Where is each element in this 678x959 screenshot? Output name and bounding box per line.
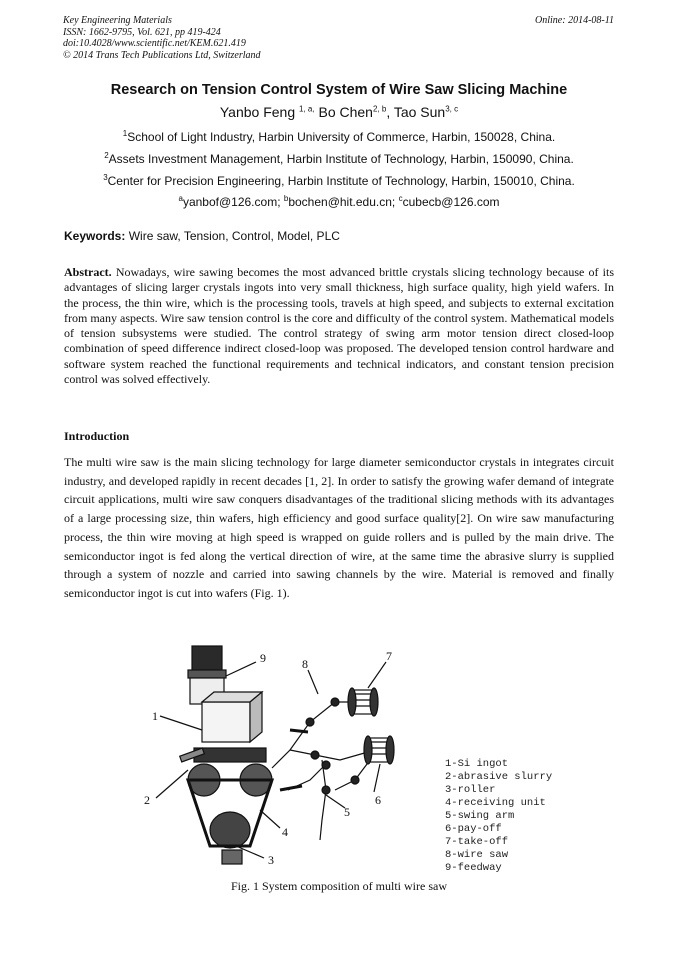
- diagram-number: 1: [152, 709, 158, 723]
- author-sup: 3, c: [445, 104, 459, 114]
- take-off-spool: [348, 688, 378, 716]
- legend-item: 9-feedway: [445, 862, 502, 874]
- legend-item: 6-pay-off: [445, 823, 502, 835]
- spool-flange: [370, 688, 378, 716]
- legend-item: 5-swing arm: [445, 810, 515, 822]
- email-sup: a: [178, 194, 183, 203]
- swing-arm-shape: [280, 786, 302, 790]
- leader-line: [226, 662, 256, 676]
- diagram-number: 9: [260, 651, 266, 665]
- pulley-shape: [322, 786, 330, 794]
- roller-bar-shape: [194, 748, 266, 762]
- journal-header: [63, 15, 261, 61]
- leader-line: [374, 764, 380, 792]
- affiliation-text: Assets Investment Management, Harbin Institute of Technology, Harbin, 150090, China.: [108, 152, 574, 166]
- diagram-drawing: [156, 646, 394, 864]
- spool-flange: [364, 736, 372, 764]
- leader-line: [156, 770, 188, 798]
- online-date: Online: 2014-08-11: [535, 15, 614, 26]
- author-sup: 1, a,: [299, 104, 315, 114]
- wire-saw-diagram: [140, 640, 450, 880]
- author-list: Yanbo Feng $^{1, a,}$ Bo Chen$^{2, b}$, Tao Sun$^{3, c}$: [219, 104, 459, 120]
- keywords-label: Keywords:: [64, 229, 126, 243]
- abstract-label: Abstract.: [64, 265, 112, 279]
- leader-line: [368, 662, 386, 688]
- wire-path: [320, 760, 326, 840]
- legend-item: 8-wire saw: [445, 849, 509, 861]
- copyright-line: © 2014 Trans Tech Publications Ltd, Switzerland: [63, 49, 261, 61]
- pulley-shape: [322, 761, 330, 769]
- diagram-number: 4: [282, 825, 288, 839]
- motor-base-shape: [188, 670, 226, 678]
- email-link[interactable]: bochen@hit.edu.cn;: [288, 195, 396, 209]
- email-sup: b: [283, 194, 289, 203]
- author-name: Tao Sun: [393, 104, 446, 120]
- email-link[interactable]: cubecb@126.com: [402, 195, 500, 209]
- affiliation: [0, 130, 678, 144]
- affiliation-sup: 3: [103, 173, 108, 182]
- author-name: Bo Chen: [318, 104, 373, 120]
- affiliation: [0, 174, 678, 188]
- leader-line: [308, 670, 318, 694]
- roller-shape: [210, 812, 250, 848]
- pulley-shape: [331, 698, 339, 706]
- motor-shape: [192, 646, 222, 672]
- abstract: [64, 265, 614, 387]
- leader-line: [260, 810, 280, 828]
- author-name: Yanbo Feng: [219, 104, 296, 120]
- leader-line: [160, 716, 202, 730]
- author-sup: 2, b: [372, 104, 387, 114]
- affiliation: [0, 152, 678, 166]
- diagram-number: 6: [375, 793, 381, 807]
- email-link[interactable]: yanbof@126.com;: [182, 195, 281, 209]
- diagram-number: 8: [302, 657, 308, 671]
- figure-legend: [445, 758, 552, 875]
- affiliation-text: Center for Precision Engineering, Harbin Institute of Technology, Harbin, 150010, China.: [107, 174, 575, 188]
- legend-item: 3-roller: [445, 784, 496, 796]
- email-line: [0, 195, 678, 209]
- pulley-shape: [351, 776, 359, 784]
- keywords-text: Wire saw, Tension, Control, Model, PLC: [128, 229, 340, 243]
- affiliation-text: School of Light Industry, Harbin University of Commerce, Harbin, 150028, China.: [127, 130, 556, 144]
- affiliation-sup: 1: [122, 129, 128, 138]
- keywords: [64, 229, 340, 243]
- wire-path: [290, 750, 368, 760]
- affiliation-sup: 2: [104, 151, 109, 160]
- pulley-shape: [311, 751, 319, 759]
- legend-item: 7-take-off: [445, 836, 509, 848]
- diagram-number: 3: [268, 853, 274, 867]
- abstract-text: Nowadays, wire sawing becomes the most advanced brittle crystals slicing technology because of its advantages of slicing larger crystals ingots into very small thickness, high surface quality, high yield wafers. In the process, the thin wire, which is the processing tools, travels at high speed, and subjects to external excitation from many aspects. Wire saw tension control is the core and difficulty of the control system. Mathematical models of tension subsystems were studied. The control strategy of swing arm motor tension direct closed-loop combination of speed difference indirect closed-loop was proposed. The developed tension control hardware and software system reached the functional requirements and technical indicators, and constant tension precision control was solved effectively.: [64, 265, 614, 387]
- spool-flange: [348, 688, 356, 716]
- diagram-number: 5: [344, 805, 350, 819]
- diagram-number: 2: [144, 793, 150, 807]
- ingot-shape: [202, 702, 250, 742]
- legend-item: 1-Si ingot: [445, 758, 509, 770]
- pulley-shape: [306, 718, 314, 726]
- introduction-paragraph: The multi wire saw is the main slicing technology for large diameter semiconductor crystals in integrates circuit industry, and developed rapidly in recent decades [1, 2]. In order to satisfy the growing wafer demand of integrate circuit applications, multi wire saw conquers disadvantages of the traditional slicing methods with its advantages of a large processing size, thin wafers, high efficiency and good surface quality[2]. On wire saw manufacturing process, the thin wire moving at high speed is wrapped on guide rollers and is pulled by the main drive. The semiconductor ingot is fed along the vertical direction of wire, at the same time the abrasive slurry is supplied through a system of nozzle and carried into sawing channels by the wire. Material is removed and finally semiconductor ingot is cut into wafers (Fig. 1).: [64, 455, 614, 600]
- legend-item: 4-receiving unit: [445, 797, 546, 809]
- spool-flange: [386, 736, 394, 764]
- pay-off-spool: [364, 736, 394, 764]
- swing-arm-shape: [290, 730, 308, 732]
- section-heading: Introduction: [64, 429, 130, 443]
- legend-item: 2-abrasive slurry: [445, 771, 553, 783]
- motor-bottom-shape: [222, 850, 242, 864]
- journal-name: Key Engineering Materials: [63, 15, 172, 26]
- figure-caption: Fig. 1 System composition of multi wire saw: [231, 879, 447, 893]
- email-sup: c: [398, 194, 403, 203]
- paper-title: Research on Tension Control System of Wire Saw Slicing Machine: [110, 82, 568, 98]
- issn-line: ISSN: 1662-9795, Vol. 621, pp 419-424: [63, 26, 221, 38]
- leader-line: [326, 795, 345, 808]
- doi-line: doi:10.4028/www.scientific.net/KEM.621.419: [63, 38, 246, 49]
- diagram-number: 7: [386, 649, 392, 663]
